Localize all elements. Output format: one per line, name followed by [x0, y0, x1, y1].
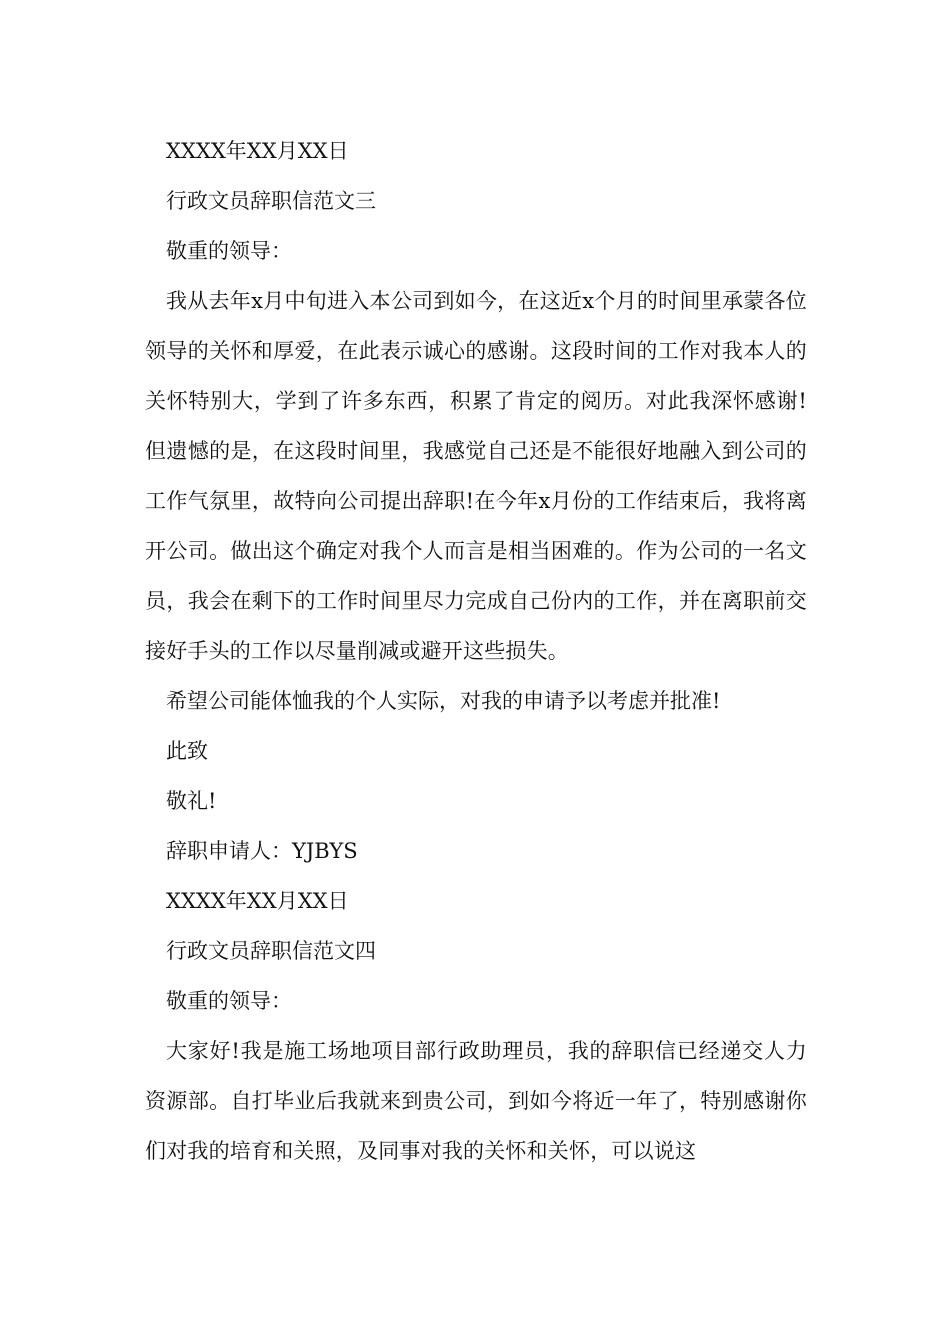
body-paragraph: 大家好!我是施工场地项目部行政助理员，我的辞职信已经递交人力资源部。自打毕业后我就来到贵公司，到如今将近一年了，特别感谢你们对我的培育和关照，及同事对我的关怀和关怀，可以说这 — [145, 1039, 807, 1163]
closing-line: 此致 — [166, 739, 208, 763]
date-line: XXXX年XX月XX日 — [166, 139, 349, 163]
closing-line: 敬礼! — [166, 789, 217, 813]
section-heading: 行政文员辞职信范文四 — [166, 939, 376, 963]
date-line: XXXX年XX月XX日 — [166, 889, 349, 913]
salutation: 敬重的领导： — [166, 989, 292, 1013]
body-paragraph: 我从去年x月中旬进入本公司到如今，在这近x个月的时间里承蒙各位领导的关怀和厚爱，在此表示诚心的感谢。这段时间的工作对我本人的关怀特别大，学到了许多东西，积累了肯定的阅历。对此我深怀感谢!但遗憾的是，在这段时间里，我感觉自己还是不能很好地融入到公司的工作气氛里，故特向公司提出辞职!在今年x月份的工作结束后，我将离开公司。做出这个确定对我个人而言是相当困难的。作为公司的一名文员，我会在剩下的工作时间里尽力完成自己份内的工作，并在离职前交接好手头的工作以尽量削减或避开这些损失。 — [145, 289, 807, 663]
signature-line: 辞职申请人：YJBYS — [166, 839, 358, 863]
body-paragraph: 希望公司能体恤我的个人实际，对我的申请予以考虑并批准! — [166, 689, 721, 713]
section-heading: 行政文员辞职信范文三 — [166, 189, 376, 213]
document-body — [145, 126, 807, 1176]
salutation: 敬重的领导： — [166, 239, 292, 263]
